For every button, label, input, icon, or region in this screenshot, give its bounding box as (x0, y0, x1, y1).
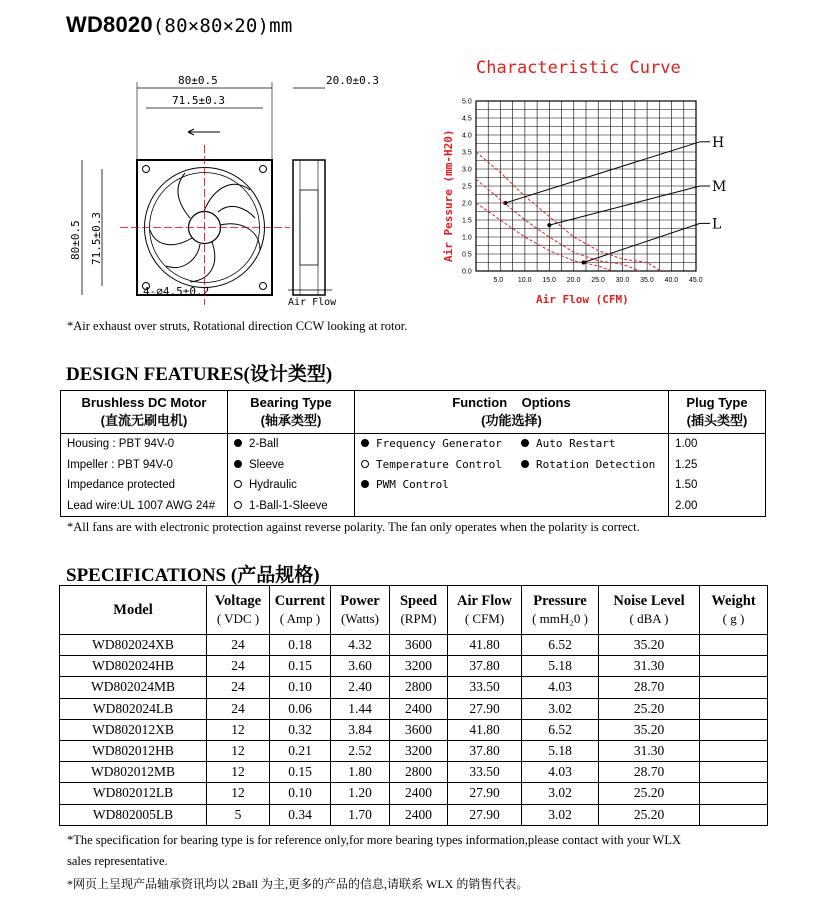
chart-title: Characteristic Curve (476, 58, 681, 78)
spec-cell: 12 (207, 719, 270, 740)
airflow-note: *Air exhaust over struts, Rotational direction CCW looking at rotor. (67, 319, 408, 333)
spec-cell: 6.52 (522, 719, 599, 740)
chart-xlabel: Air Flow (CFM) (536, 293, 629, 306)
spec-cell: 4.03 (522, 762, 599, 783)
spec-cell: 2800 (390, 762, 448, 783)
spec-cell (700, 656, 768, 677)
spec-cell: 3200 (390, 656, 448, 677)
spec-cell: 12 (207, 740, 270, 761)
depth-dim-label: 20.0±0.3 (326, 74, 379, 87)
model-cell: WD802012LB (60, 783, 207, 804)
x-tick-label: 10.0 (517, 277, 532, 284)
spec-cell (700, 677, 768, 698)
plug-line: 1.25 (675, 458, 698, 471)
table-row (60, 762, 768, 783)
leader-arrow-M (547, 223, 551, 227)
spec-cell: 31.30 (599, 656, 700, 677)
spec-cell (700, 719, 768, 740)
spec-cell: 5.18 (522, 740, 599, 761)
hole-v-dim-label: 71.5±0.3 (90, 212, 103, 265)
y-tick-label: 2.0 (462, 200, 472, 208)
holes-dim-label: 4-∅4.5±0.2 (143, 285, 210, 298)
spec-cell: 0.06 (270, 698, 331, 719)
spec-cell: 41.80 (448, 719, 522, 740)
model-cell: WD802005LB (60, 804, 207, 825)
motor-line: Lead wire:UL 1007 AWG 24# (67, 499, 216, 512)
bearing-option: 1-Ball-1-Sleeve (228, 496, 354, 517)
spec-cell: 24 (207, 698, 270, 719)
function-row: Temperature Control Rotation Detection (355, 455, 668, 476)
table-row (60, 804, 768, 825)
spec-cell: 3.02 (522, 804, 599, 825)
spec-cell: 37.80 (448, 740, 522, 761)
open-bullet-icon (234, 480, 242, 488)
y-tick-label: 5.0 (462, 98, 472, 106)
hole-dim-label: 71.5±0.3 (172, 94, 225, 107)
function-row: PWM Control (355, 475, 668, 496)
leader-line-M (549, 186, 700, 225)
spec-cell (700, 740, 768, 761)
airflow-label: Air Flow (288, 297, 337, 308)
characteristic-curve-chart (430, 45, 770, 315)
y-tick-label: 3.0 (462, 166, 472, 174)
spec-cell (700, 804, 768, 825)
open-bullet-icon (361, 460, 369, 468)
spec-cell: 25.20 (599, 698, 700, 719)
spec-cell: 0.10 (270, 677, 331, 698)
spec-cell: 0.32 (270, 719, 331, 740)
spec-cell: 1.20 (331, 783, 390, 804)
spec-header-1: Voltage ( VDC ) (207, 586, 270, 635)
model-cell: WD802012XB (60, 719, 207, 740)
spec-cell: 3600 (390, 635, 448, 656)
spec-cell: 1.70 (331, 804, 390, 825)
spec-header-0: Model (60, 586, 207, 635)
table-row (60, 656, 768, 677)
x-tick-label: 25.0 (591, 277, 605, 284)
model-name: WD8020 (66, 12, 153, 37)
spec-cell: 4.32 (331, 635, 390, 656)
series-label-L: L (712, 216, 722, 233)
function-row: Frequency Generator Auto Restart (355, 434, 668, 455)
x-tick-label: 35.0 (640, 277, 654, 284)
y-tick-label: 2.5 (462, 183, 472, 191)
spec-cell: 28.70 (599, 762, 700, 783)
table-row (60, 719, 768, 740)
spec-cell: 1.44 (331, 698, 390, 719)
motor-header: Brushless DC Motor (直流无刷电机) (61, 391, 228, 434)
spec-header-5: Air Flow ( CFM) (448, 586, 522, 635)
series-label-H: H (712, 134, 725, 151)
spec-cell: 12 (207, 762, 270, 783)
y-tick-label: 1.5 (462, 217, 472, 225)
filled-bullet-icon (521, 460, 529, 468)
x-tick-label: 5.0 (493, 277, 504, 284)
model-cell: WD802012HB (60, 740, 207, 761)
function-cell (355, 434, 669, 517)
model-cell: WD802024MB (60, 677, 207, 698)
width-dim-label: 80±0.5 (178, 74, 218, 87)
spec-cell: 3.02 (522, 698, 599, 719)
spec-cell: 5.18 (522, 656, 599, 677)
y-tick-label: 0.0 (462, 268, 472, 276)
spec-cell (700, 635, 768, 656)
spec-cell (700, 698, 768, 719)
spec-cell: 41.80 (448, 635, 522, 656)
spec-cell (700, 762, 768, 783)
open-bullet-icon (234, 501, 242, 509)
motor-line: Impeller : PBT 94V-0 (67, 458, 173, 471)
plug-header: Plug Type (插头类型) (669, 391, 766, 434)
spec-cell: 25.20 (599, 804, 700, 825)
spec-cell: 4.03 (522, 677, 599, 698)
bearing-note-cn: *网页上呈现产品轴承资讯均以 2Ball 为主,更多的产品的信息,请联系 WLX 的销售代表。 (67, 877, 529, 891)
spec-cell: 2.40 (331, 677, 390, 698)
model-cell: WD802024XB (60, 635, 207, 656)
spec-header-7: Noise Level ( dBA ) (599, 586, 700, 635)
y-tick-label: 4.0 (462, 132, 472, 140)
table-row (60, 740, 768, 761)
spec-cell: 24 (207, 677, 270, 698)
y-tick-label: 4.5 (462, 115, 472, 123)
spec-cell: 0.15 (270, 656, 331, 677)
spec-cell: 0.18 (270, 635, 331, 656)
spec-cell: 28.70 (599, 677, 700, 698)
design-features-table (60, 390, 766, 517)
spec-cell (700, 783, 768, 804)
y-tick-label: 3.5 (462, 149, 472, 157)
leader-line-L (584, 223, 700, 262)
filled-bullet-icon (234, 439, 242, 447)
table-row (60, 635, 768, 656)
spec-cell: 37.80 (448, 656, 522, 677)
table-row (60, 698, 768, 719)
series-label-M: M (712, 179, 727, 195)
plug-line: 1.50 (675, 479, 698, 491)
x-tick-label: 30.0 (615, 277, 630, 284)
bearing-option: 2-Ball (228, 434, 354, 455)
bearing-option: Sleeve (228, 455, 354, 476)
spec-cell: 2400 (390, 698, 448, 719)
spec-cell: 3.02 (522, 783, 599, 804)
spec-cell: 35.20 (599, 719, 700, 740)
y-tick-label: 0.5 (462, 251, 472, 259)
motor-line: Impedance protected (67, 479, 176, 491)
spec-cell: 27.90 (448, 804, 522, 825)
spec-header-2: Current ( Amp ) (270, 586, 331, 635)
spec-cell: 24 (207, 635, 270, 656)
function-header: Function Options (功能选择) (355, 391, 669, 434)
spec-cell: 27.90 (448, 698, 522, 719)
spec-header-4: Speed (RPM) (390, 586, 448, 635)
spec-cell: 0.21 (270, 740, 331, 761)
spec-cell: 3600 (390, 719, 448, 740)
spec-header-6: Pressure ( mmH₂0 ) (522, 586, 599, 635)
spec-cell: 2800 (390, 677, 448, 698)
y-tick-label: 1.0 (462, 234, 472, 242)
spec-cell: 6.52 (522, 635, 599, 656)
fan-drawing (60, 60, 400, 315)
model-cell: WD802024HB (60, 656, 207, 677)
spec-cell: 33.50 (448, 762, 522, 783)
plug-line: 2.00 (675, 499, 698, 512)
chart-ylabel: Air Pessure (mm-H20) (442, 129, 455, 262)
spec-cell: 3200 (390, 740, 448, 761)
filled-bullet-icon (361, 480, 369, 488)
bearing-option: Hydraulic (228, 475, 354, 496)
spec-header-8: Weight ( g ) (700, 586, 768, 635)
spec-cell: 0.34 (270, 804, 331, 825)
model-cell: WD802024LB (60, 698, 207, 719)
spec-cell: 31.30 (599, 740, 700, 761)
spec-cell: 3.60 (331, 656, 390, 677)
spec-cell: 5 (207, 804, 270, 825)
spec-header-3: Power (Watts) (331, 586, 390, 635)
table-row (60, 783, 768, 804)
bearing-cell (228, 434, 355, 517)
spec-cell: 27.90 (448, 783, 522, 804)
model-dimensions: (80×80×20)mm (152, 15, 293, 37)
x-tick-label: 20.0 (566, 277, 581, 284)
spec-cell: 2.52 (331, 740, 390, 761)
chart-grid (462, 99, 703, 285)
specifications-heading: SPECIFICATIONS (产品规格) (66, 565, 320, 586)
motor-line: Housing : PBT 94V-0 (67, 438, 175, 450)
spec-cell: 33.50 (448, 677, 522, 698)
bearing-note: *The specification for bearing type is for reference only,for more bearing types information,please contact with your WLX (67, 833, 682, 847)
bearing-note-cont: sales representative. (67, 854, 168, 868)
polarity-note: *All fans are with electronic protection against reverse polarity. The fan only operates when the polarity is correct. (67, 520, 640, 534)
x-tick-label: 15.0 (542, 277, 556, 284)
x-tick-label: 45.0 (689, 277, 703, 284)
design-features-heading: DESIGN FEATURES(设计类型) (66, 364, 333, 385)
plug-line: 1.00 (675, 438, 698, 450)
spec-cell: 2400 (390, 804, 448, 825)
height-dim-label: 80±0.5 (69, 220, 82, 260)
filled-bullet-icon (361, 439, 369, 447)
spec-cell: 0.15 (270, 762, 331, 783)
spec-cell: 24 (207, 656, 270, 677)
spec-cell: 2400 (390, 783, 448, 804)
spec-cell: 1.80 (331, 762, 390, 783)
filled-bullet-icon (521, 439, 529, 447)
model-cell: WD802012MB (60, 762, 207, 783)
x-tick-label: 40.0 (664, 277, 679, 284)
leader-arrow-L (582, 261, 586, 265)
spec-cell: 35.20 (599, 635, 700, 656)
page-title (66, 12, 292, 38)
motor-cell (61, 434, 228, 517)
plug-cell (669, 434, 766, 517)
bearing-header: Bearing Type (轴承类型) (228, 391, 355, 434)
spec-cell: 12 (207, 783, 270, 804)
specifications-table (59, 585, 768, 826)
filled-bullet-icon (234, 460, 242, 468)
spec-cell: 0.10 (270, 783, 331, 804)
spec-cell: 3.84 (331, 719, 390, 740)
spec-cell: 25.20 (599, 783, 700, 804)
table-row (60, 677, 768, 698)
